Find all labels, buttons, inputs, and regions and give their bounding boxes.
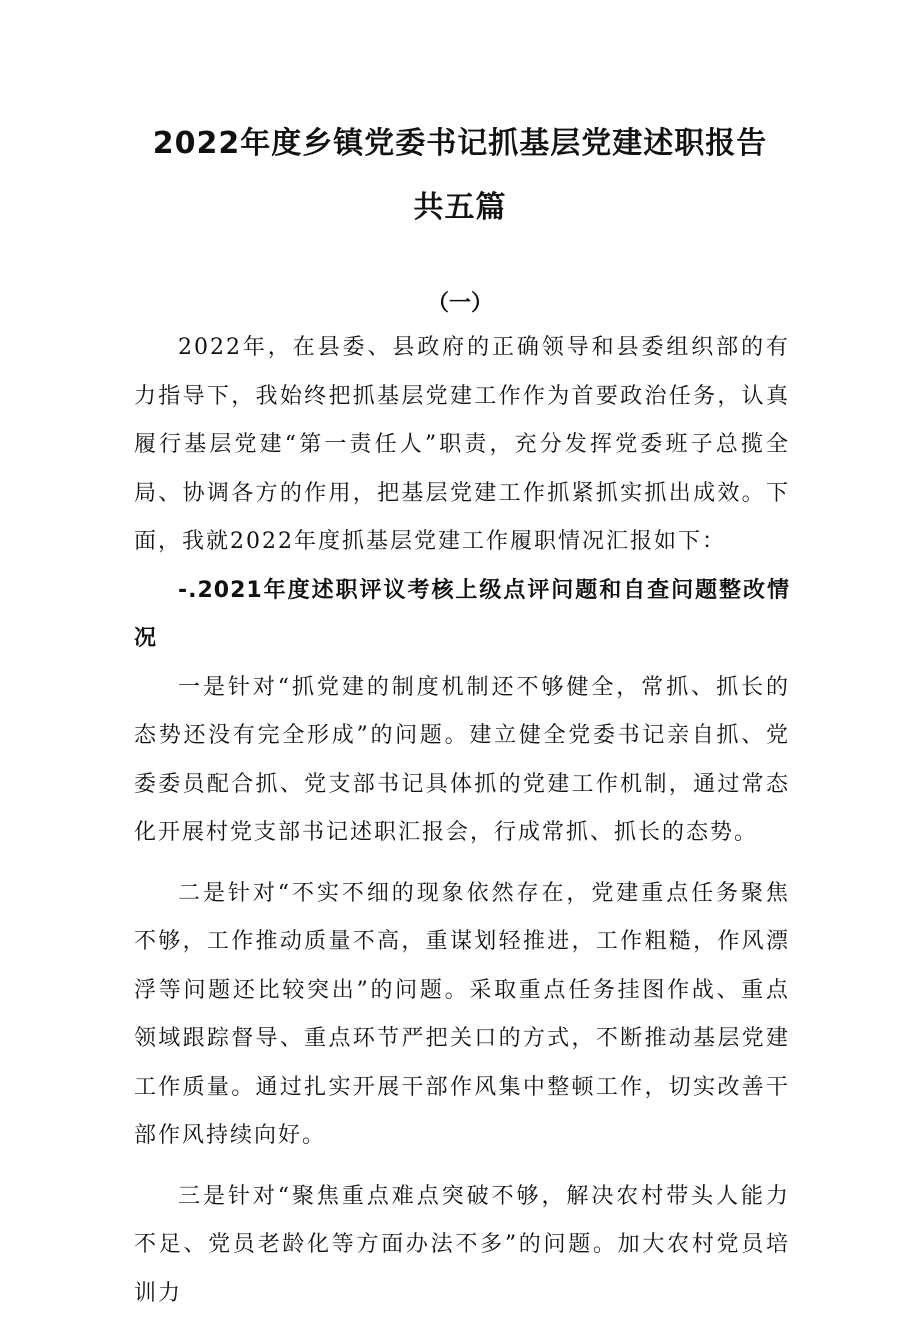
section-heading: -.2021年度述职评议考核上级点评问题和自查问题整改情况 (134, 567, 790, 664)
paragraph-intro: 2022年，在县委、县政府的正确领导和县委组织部的有力指导下，我始终把抓基层党建工作作为首要政治任务，认真履行基层党建“第一责任人”职责，充分发挥党委班子总揽全局、协调各方的作用，把基层党建工作抓紧抓实抓出成效。下面，我就2022年度抓基层党建工作履职情况汇报如下： (134, 324, 790, 567)
document-subtitle: 共五篇 (0, 182, 920, 226)
document-title: 2022年度乡镇党委书记抓基层党建述职报告 (0, 118, 920, 162)
paragraph-item-3: 三是针对“聚焦重点难点突破不够，解决农村带头人能力不足、党员老龄化等方面办法不多”的问题。加大农村党员培训力 (134, 1173, 790, 1318)
section-number: （一） (0, 286, 920, 317)
paragraph-item-2: 二是针对“不实不细的现象依然存在，党建重点任务聚焦不够，工作推动质量不高，重谋划轻推进，工作粗糙，作风漂浮等问题还比较突出”的问题。采取重点任务挂图作战、重点领域跟踪督导、重点环节严把关口的方式，不断推动基层党建工作质量。通过扎实开展干部作风集中整顿工作，切实改善干部作风持续向好。 (134, 870, 790, 1161)
document-body (134, 324, 790, 1318)
paragraph-item-1: 一是针对“抓党建的制度机制还不够健全，常抓、抓长的态势还没有完全形成”的问题。建立健全党委书记亲自抓、党委委员配合抓、党支部书记具体抓的党建工作机制，通过常态化开展村党支部书记述职汇报会，行成常抓、抓长的态势。 (134, 664, 790, 858)
